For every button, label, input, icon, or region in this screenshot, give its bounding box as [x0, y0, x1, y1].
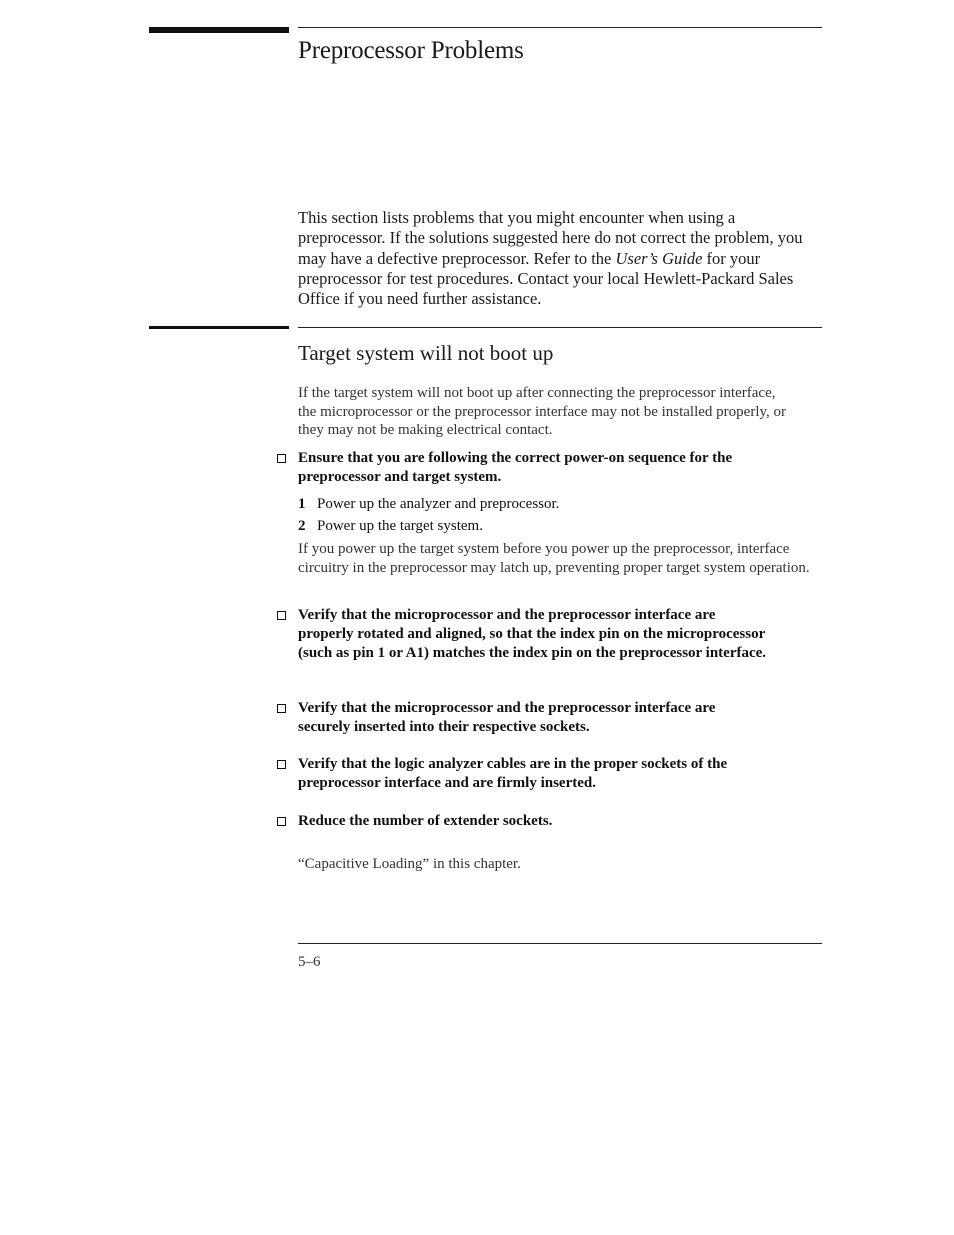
step-number: 2 [298, 518, 306, 534]
checklist-checkbox-power-sequence [277, 454, 286, 463]
section-thick-rule [149, 27, 289, 33]
step-text: Power up the target system. [317, 518, 483, 534]
checklist-checkbox-cables [277, 760, 286, 769]
checklist-item-power-sequence: Ensure that you are following the correct power-on sequence for the preprocessor and target system. [298, 450, 733, 485]
checklist-item-cables: Verify that the logic analyzer cables are in the proper sockets of the preprocessor interface and are firmly inserted. [298, 756, 728, 791]
footer-rule [298, 943, 822, 944]
section-header-rule [298, 27, 822, 28]
checklist-item-rotation: Verify that the microprocessor and the preprocessor interface are properly rotated and aligned, so that the index pin on the microprocessor (such as pin 1 or A1) matches the index pin on the preprocessor interface. [298, 607, 767, 661]
subsection-title: Target system will not boot up [298, 341, 554, 365]
step-number: 1 [298, 496, 306, 512]
checklist-checkbox-extenders [277, 817, 286, 826]
section-title: Preprocessor Problems [298, 37, 524, 64]
step-text: Power up the analyzer and preprocessor. [317, 496, 560, 512]
subsection-thick-rule [149, 326, 289, 329]
step-item [298, 495, 559, 514]
intro-text-part2: for your preprocessor for test procedures. Contact your local Hewlett-Packard Sales Office if you need further assistance. [298, 248, 794, 309]
step-item [298, 517, 483, 536]
section-intro [298, 208, 818, 309]
checklist-checkbox-sockets [277, 704, 286, 713]
checklist-item-extenders: Reduce the number of extender sockets. [298, 813, 553, 829]
checklist-item-sockets: Verify that the microprocessor and the preprocessor interface are securely inserted into their respective sockets. [298, 700, 716, 735]
intro-text-part1: This section lists problems that you might encounter when using a preprocessor. If the solutions suggested here do not correct the problem, you may have a defective preprocessor. Refer to the [298, 208, 803, 268]
see-also-reference: “Capacitive Loading” in this chapter. [298, 856, 521, 872]
page-number: 5–6 [298, 954, 321, 970]
power-on-note: If you power up the target system before you power up the preprocessor, interface circuitry in the preprocessor may latch up, preventing proper target system operation. [298, 541, 810, 576]
subsection-description: If the target system will not boot up after connecting the preprocessor interface, the microprocessor or the preprocessor interface may not be installed properly, or they may not be making electrical contact. [298, 385, 787, 439]
users-guide-title: User’s Guide [615, 248, 703, 268]
subsection-header-rule [298, 327, 822, 328]
checklist-checkbox-rotation [277, 611, 286, 620]
